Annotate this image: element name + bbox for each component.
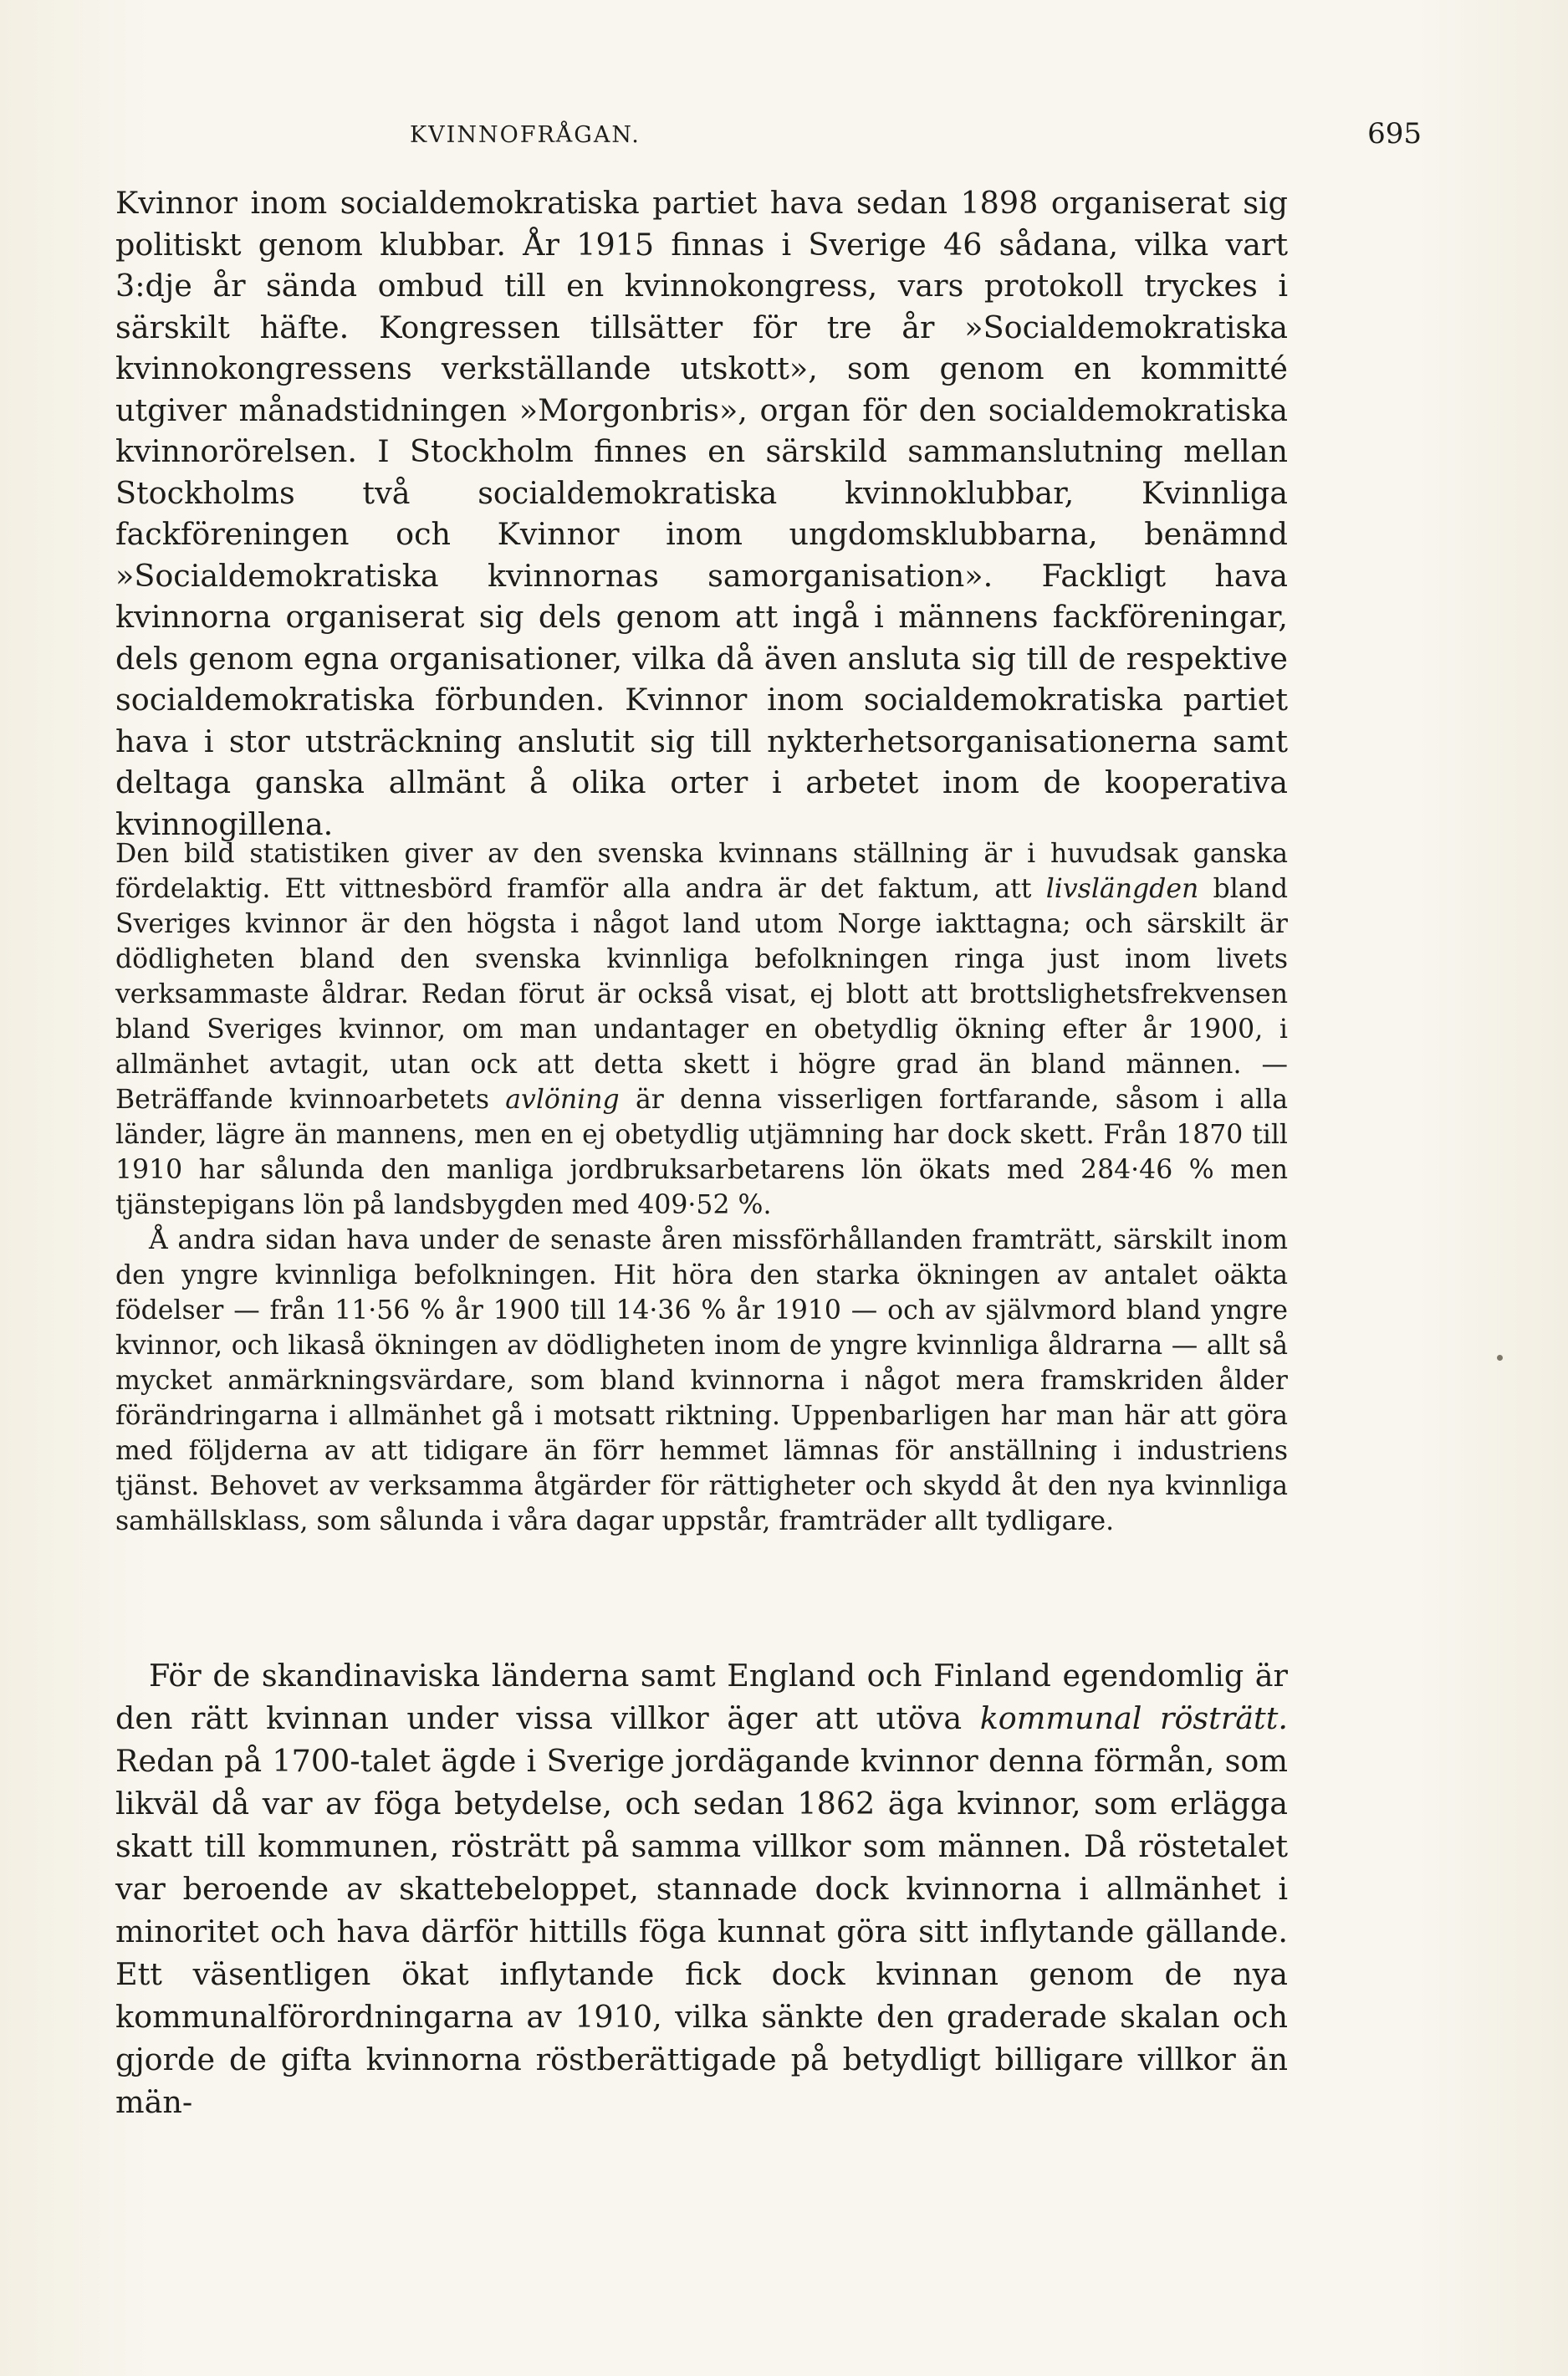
emphasis-avloning: avlöning [505,1085,620,1115]
text-suffrage-intro: För de skandinaviska länderna samt England och Finland egendomlig är den rätt kvinnan under vissa villkor äger att utöva [115,1658,1288,1736]
text-statistics-intro: Den bild statistiken giver av den svenska kvinnans ställning är i huvudsak ganska fördelaktig. Ett vittnesbörd framför alla andra är det faktum, att [115,839,1288,904]
paragraph-social-problems: Å andra sidan hava under de senaste åren missförhållanden framträtt, särskilt inom den yngre kvinnliga befolkningen. Hit höra den starka ökningen av antalet oäkta födelser — från 11·56 % år 1900 till 14·36 % år 1910 — och av självmord bland yngre kvinnor, och likaså ökningen av dödligheten inom de yngre kvinnliga åldrarna — allt så mycket anmärkningsvärdare, som bland kvinnorna i något mera framskriden ålder förändringarna i allmänhet gå i motsatt riktning. Uppenbarligen har man här att göra med följderna av att tidigare än förr hemmet lämnas för anställning i industriens tjänst. Behovet av verksamma åtgärder för rättigheter och skydd åt den nya kvinnliga samhällsklass, som sålunda i våra dagar uppstår, framträder allt tydligare. [115,1225,1288,1536]
text-statistics-end: är denna visserligen fortfarande, såsom i alla länder, lägre än mannens, men en ej obetydlig utjämning har dock skett. Från 1870 till 1910 har sålunda den manliga jordbruksarbetarens lön ökats med 284·46 % men tjänstepigans lön på landsbygden med 409·52 %. [115,1085,1288,1220]
text-suffrage-end: Redan på 1700-talet ägde i Sverige jordägande kvinnor denna förmån, som likväl då var av föga betydelse, och sedan 1862 äga kvinnor, som erlägga skatt till kommunen, rösträtt på samma villkor som männen. Då röstetalet var beroende av skattebeloppet, stannade dock kvinnorna i allmänhet i minoritet och hava därför hittills föga kunnat göra sitt inflytande gällande. Ett väsentligen ökat inflytande fick dock kvinnan genom de nya kommunalförordningarna av 1910, vilka sänkte den graderade skalan och gjorde de gifta kvinnorna röstberättigade på betydligt billigare villkor än män- [115,1743,1288,2120]
emphasis-kommunal-rostratt: kommunal rösträtt. [979,1700,1288,1736]
paper-speck [1497,1355,1503,1361]
section-municipal-suffrage [115,1654,1288,2123]
section-socialdemocratic-women [115,182,1288,845]
text-statistics-middle: bland Sveriges kvinnor är den högsta i något land utom Norge iakttagna; och särskilt är dödligheten bland den svenska kvinnliga befolkningen ringa just inom livets verksammaste åldrar. Redan förut är också visat, ej blott att brottslighetsfrekvensen bland Sveriges kvinnor, om man undantager en obetydlig ökning efter år 1900, i allmänhet avtagit, utan ock att detta skett i högre grad än bland männen. — Beträffande kvinnoarbetets [115,874,1289,1115]
page-number: 695 [1367,117,1422,151]
page-header [117,117,1451,159]
paragraph-municipal-suffrage [115,1654,1288,2123]
paragraph-statistics [115,836,1288,1223]
running-head: KVINNOFRÅGAN. [410,122,641,148]
emphasis-livslangden: livslängden [1045,874,1199,904]
section-statistics-small-print [115,836,1288,1539]
paragraph-organisation: Kvinnor inom socialdemokratiska partiet hava sedan 1898 organiserat sig politiskt genom klubbar. År 1915 finnas i Sverige 46 sådana, vilka vart 3:dje år sända ombud till en kvinnokongress, vars protokoll tryckes i särskilt häfte. Kongressen tillsätter för tre år »Socialdemokratiska kvinnokongressens verkställande utskott», som genom en kommitté utgiver månadstidningen »Morgonbris», organ för den socialdemokratiska kvinnorörelsen. I Stockholm finnes en särskild sammanslutning mellan Stockholms två socialdemokratiska kvinnoklubbar, Kvinnliga fackföreningen och Kvinnor inom ungdomsklubbarna, benämnd »Socialdemokratiska kvinnornas samorganisation». Fackligt hava kvinnorna organiserat sig dels genom att ingå i männens fackföreningar, dels genom egna organisationer, vilka då även ansluta sig till de respektive socialdemokratiska förbunden. Kvinnor inom socialdemokratiska partiet hava i stor utsträckning anslutit sig till nykterhetsorganisationerna samt deltaga ganska allmänt å olika orter i arbetet inom de kooperativa kvinnogillena. [115,185,1288,842]
